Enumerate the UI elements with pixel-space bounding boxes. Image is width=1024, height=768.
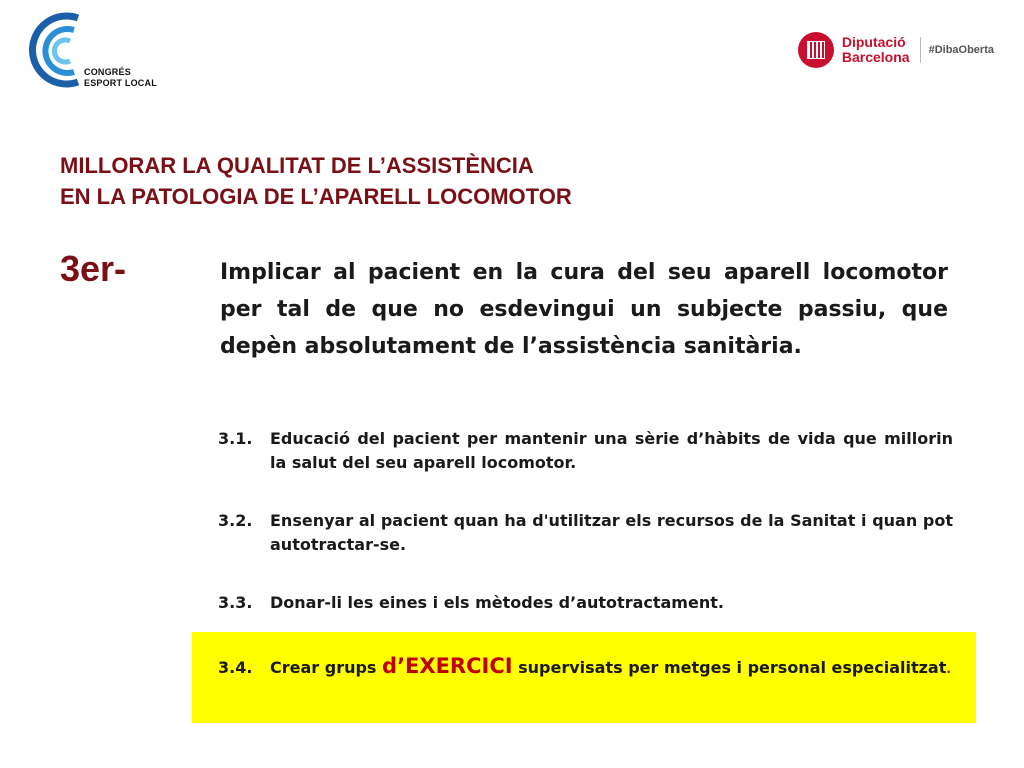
- list-item-text: Crear grups: [270, 658, 383, 677]
- congres-esport-local-logo-icon: [18, 10, 88, 90]
- list-item-highlighted: [218, 654, 953, 681]
- list-item-text: Ensenyar al pacient quan ha d'utilitzar els recursos de la Sanitat i quan pot autotractar-se.: [270, 511, 953, 554]
- list-item-number: 3.2.: [218, 511, 253, 530]
- slide-title: [60, 150, 572, 212]
- org-name-line-2: Barcelona: [841, 49, 910, 65]
- list-item-accent: d’EXERCICI: [382, 654, 513, 678]
- list-item: [218, 509, 953, 557]
- list-item-number: 3.3.: [218, 593, 253, 612]
- list-item: [218, 427, 953, 475]
- list-item: [218, 591, 953, 615]
- list-item-number: 3.1.: [218, 429, 253, 448]
- org-name-line-1: Diputació: [841, 34, 906, 50]
- list-item-text-end: supervisats per metges i personal especialitzat: [512, 658, 947, 677]
- hashtag: #DibaOberta: [928, 44, 994, 56]
- list-item-number: 3.4.: [218, 658, 253, 677]
- logo-line-2: ESPORT LOCAL: [84, 78, 157, 88]
- diputacio-seal-icon: [798, 32, 834, 68]
- slide-title-line-1: MILLORAR LA QUALITAT DE L’ASSISTÈNCIA: [60, 153, 534, 178]
- logo-line-1: CONGRÉS: [84, 67, 131, 77]
- logo-divider: [920, 37, 921, 63]
- step-label: 3er-: [60, 248, 127, 289]
- org-name: [842, 35, 910, 65]
- list-item-period: .: [946, 662, 951, 676]
- diputacio-barcelona-logo: [798, 30, 994, 70]
- list-item-text: Educació del pacient per mantenir una sèrie d’hàbits de vida que millorin la salut del seu aparell locomotor.: [270, 429, 953, 472]
- slide-title-line-2: EN LA PATOLOGIA DE L’APARELL LOCOMOTOR: [60, 184, 572, 209]
- list-item-text: Donar-li les eines i els mètodes d’autotractament.: [270, 593, 724, 612]
- main-statement: Implicar al pacient en la cura del seu aparell locomotor per tal de que no esdevingui un subjecte passiu, que depèn absolutament de l’assistència sanitària.: [220, 260, 948, 359]
- logo-caption: [84, 67, 157, 89]
- congres-esport-local-logo: [18, 10, 168, 100]
